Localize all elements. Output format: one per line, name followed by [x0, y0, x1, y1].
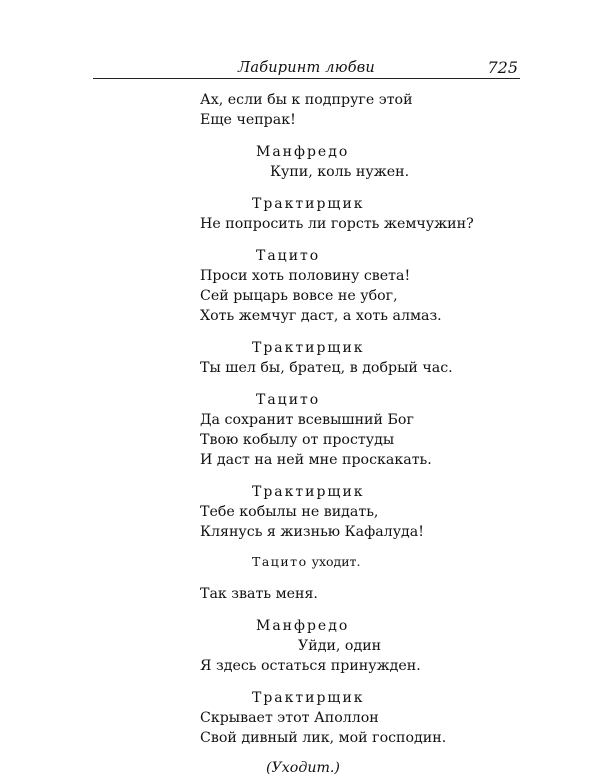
verse-line: Купи, коль нужен.: [270, 164, 410, 180]
verse-line: Свой дивный лик, мой господин.: [200, 730, 447, 746]
verse-line: Не попросить ли горсть жемчужин?: [200, 216, 474, 232]
running-head: [93, 58, 520, 79]
stage-direction: [200, 552, 530, 572]
verse-line: Ты шел бы, братец, в добрый час.: [200, 360, 453, 376]
speaker-name: Трактирщик: [252, 484, 365, 500]
verse-line: Так звать меня.: [200, 586, 318, 602]
play-text: [200, 90, 530, 778]
verse-line: Клянусь я жизнью Кафалуда!: [200, 524, 424, 540]
page-number: 725: [487, 58, 518, 77]
speaker-name: Трактирщик: [252, 690, 365, 706]
spacer: [200, 572, 530, 584]
verse-line: Твою кобылу от простуды: [200, 432, 395, 448]
running-title: Лабиринт любви: [238, 60, 375, 76]
verse-line: Я здесь остаться принужден.: [200, 658, 421, 674]
stage-direction-name: Тацито: [252, 554, 308, 569]
speaker-name: Трактирщик: [252, 196, 365, 212]
speaker-name: Тацито: [256, 392, 321, 408]
speaker-name: Манфредо: [256, 618, 350, 634]
verse-line: И даст на ней мне проскакать.: [200, 452, 432, 468]
verse-line: Хоть жемчуг даст, а хоть алмаз.: [200, 308, 442, 324]
speaker-name: Тацито: [256, 248, 321, 264]
verse-line: Сей рыцарь вовсе не убог,: [200, 288, 398, 304]
verse-line: Ах, если бы к подпруге этой: [200, 92, 413, 108]
verse-line: Да сохранит всевышний Бог: [200, 412, 414, 428]
stage-direction-exit: (Уходит.): [266, 760, 340, 776]
verse-line: Скрывает этот Аполлон: [200, 710, 379, 726]
speaker-name: Манфредо: [256, 144, 350, 160]
verse-line: Еще чепрак!: [200, 112, 296, 128]
verse-line: Проси хоть половину света!: [200, 268, 411, 284]
verse-line: Тебе кобылы не видать,: [200, 504, 379, 520]
speaker-name: Трактирщик: [252, 340, 365, 356]
verse-line: Уйди, один: [298, 638, 382, 654]
stage-direction-action: уходит.: [311, 554, 361, 569]
